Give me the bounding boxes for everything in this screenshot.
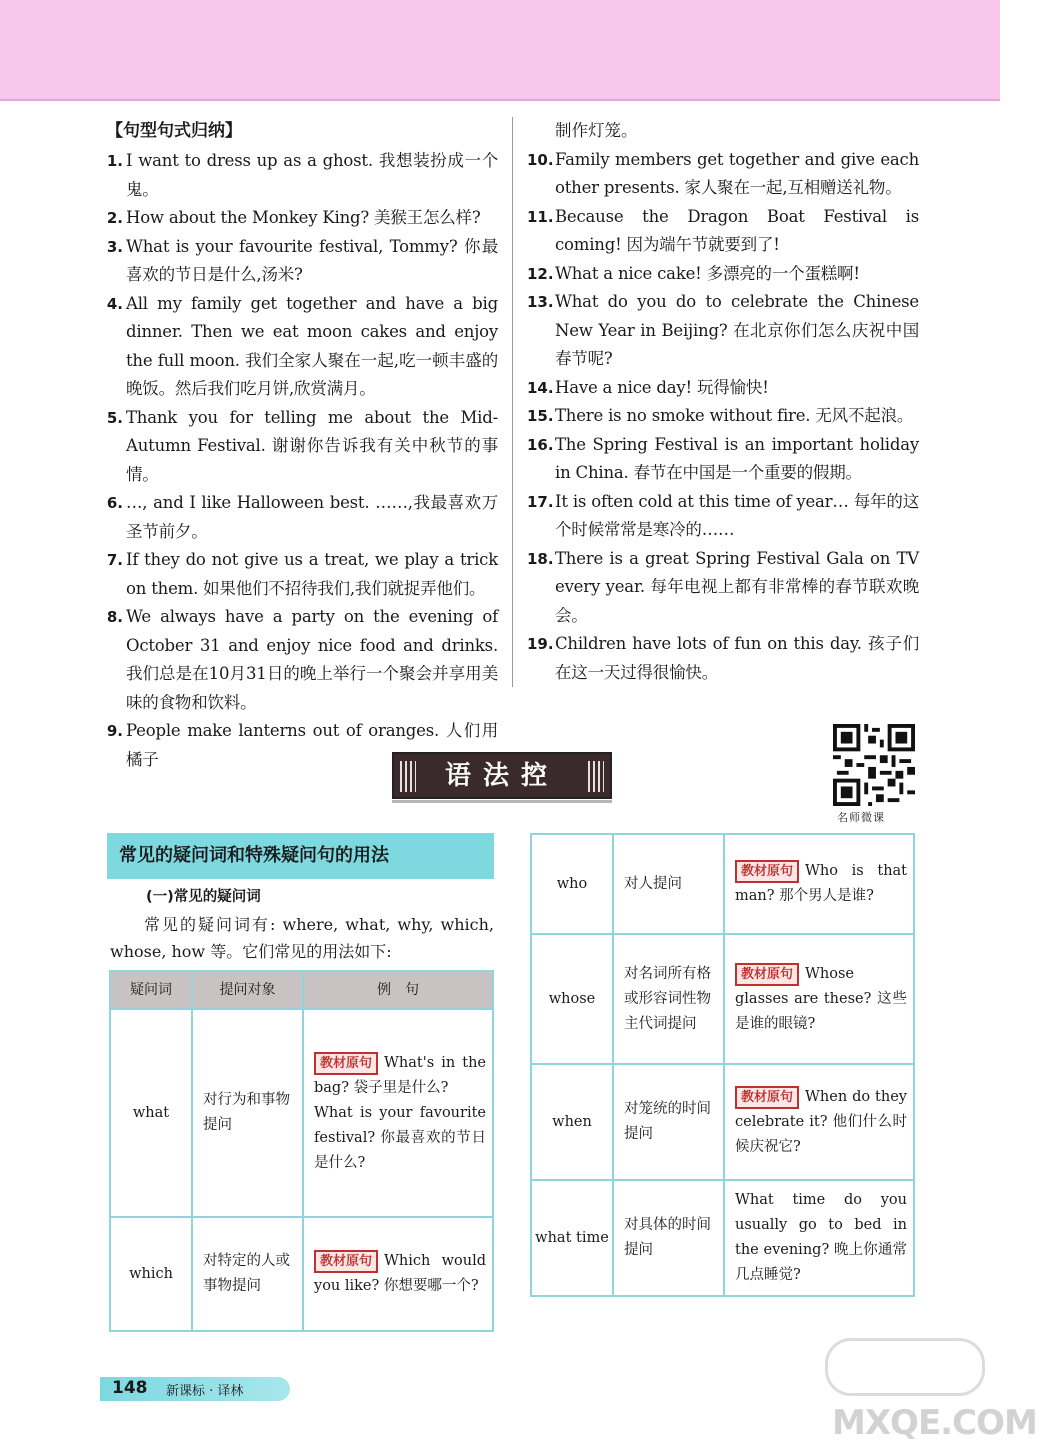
grammar-heading: 常见的疑问词和特殊疑问句的用法 <box>119 845 389 866</box>
sentence-text: What a nice cake! 多漂亮的一个蛋糕啊! <box>555 263 860 283</box>
watermark-logo <box>825 1338 985 1396</box>
sentence-text: There is no smoke without fire. 无风不起浪。 <box>555 406 914 425</box>
row-example <box>303 1217 493 1331</box>
sentence-text: Because the Dragon Boat Festival is coming! 因为端午节就要到了! <box>555 206 919 254</box>
sentence-item <box>527 488 919 545</box>
banner-stripes-right <box>588 761 604 792</box>
table-row <box>531 1180 914 1296</box>
row-object: 对具体的时间提问 <box>613 1180 724 1296</box>
sentence-item <box>106 233 498 290</box>
sentence-number: 14. <box>527 378 554 397</box>
page-number-badge <box>100 1377 290 1401</box>
sentence-text: We always have a party on the evening of October 31 and enjoy nice food and drinks. 我们总是在10月31日的晚上举行一个聚会并享用美味的食物和饮料。 <box>126 607 498 712</box>
sentence-text: Have a nice day! 玩得愉快! <box>555 377 769 397</box>
book-name: 新课标 · 译林 <box>166 1384 244 1399</box>
row-example <box>724 834 914 934</box>
grammar-heading-bar <box>107 833 494 879</box>
banner-title: 语法控 <box>444 761 559 791</box>
sentence-number: 18. <box>527 549 554 568</box>
sentence-item <box>527 630 919 687</box>
qr-label: 名师微课 <box>837 811 885 824</box>
sentence-text: I want to dress up as a ghost. 我想装扮成一个鬼。 <box>126 151 498 199</box>
sentence-number: 12. <box>527 264 554 283</box>
banner-underline <box>392 800 612 803</box>
sentence-item <box>527 288 919 374</box>
sentence-number: 5. <box>106 408 123 427</box>
textbook-tag: 教材原句 <box>735 963 799 986</box>
textbook-tag: 教材原句 <box>314 1052 378 1075</box>
sentence-item <box>106 603 498 717</box>
sentence-item <box>106 204 498 233</box>
sentence-number: 10. <box>527 150 554 169</box>
row-word: which <box>110 1217 192 1331</box>
sentence-number: 4. <box>106 294 123 313</box>
sentence-text: There is a great Spring Festival Gala on TV every year. 每年电视上都有非常棒的春节联欢晚会。 <box>555 548 919 625</box>
top-band-border <box>0 99 1000 101</box>
summary-left-column <box>106 117 498 774</box>
row-object: 对人提问 <box>613 834 724 934</box>
row-object: 对行为和事物提问 <box>192 1009 303 1217</box>
table-header-row <box>110 971 493 1009</box>
sentence-number: 8. <box>106 608 123 626</box>
sentence-item <box>527 545 919 631</box>
sentence-item <box>106 290 498 404</box>
table-row <box>531 934 914 1064</box>
example-text: What time do you usually go to bed in the evening? 晚上你通常几点睡觉? <box>735 1192 907 1283</box>
column-divider <box>512 117 513 687</box>
row-word: when <box>531 1064 613 1180</box>
top-pink-band <box>0 0 1000 100</box>
sentence-text: If they do not give us a treat, we play a trick on them. 如果他们不招待我们,我们就捉弄他们。 <box>126 550 498 598</box>
sentence-text: Family members get together and give each other presents. 家人聚在一起,互相赠送礼物。 <box>555 149 919 197</box>
sentence-item <box>527 260 919 289</box>
example-text: Whose glasses are these? 这些是谁的眼镜? <box>735 965 907 1032</box>
question-word-table-left <box>109 970 494 1332</box>
table-row <box>110 1217 493 1331</box>
textbook-tag: 教材原句 <box>735 860 799 883</box>
sentence-number: 1. <box>106 152 123 170</box>
summary-title: 【句型句式归纳】 <box>106 121 242 141</box>
sentence-text: What do you do to celebrate the Chinese New Year in Beijing? 在北京你们怎么庆祝中国春节呢? <box>555 292 919 368</box>
row-word: whose <box>531 934 613 1064</box>
example-text: What's in the bag? 袋子里是什么? <box>314 1054 486 1096</box>
sentence-item <box>527 402 919 431</box>
sentence-item <box>527 374 919 403</box>
summary-right-list <box>527 146 919 688</box>
watermark-text: MXQE.COM <box>832 1403 1037 1443</box>
summary-right-column <box>527 117 919 687</box>
row-object: 对特定的人或事物提问 <box>192 1217 303 1331</box>
sentence-text: The Spring Festival is an important holiday in China. 春节在中国是一个重要的假期。 <box>555 434 919 482</box>
row-word: who <box>531 834 613 934</box>
sentence-item <box>527 431 919 488</box>
table-row <box>110 1009 493 1217</box>
row-word: what <box>110 1009 192 1217</box>
row-word: what time <box>531 1180 613 1296</box>
sentence-number: 6. <box>106 494 123 512</box>
sentence-text: …, and I like Halloween best. ……,我最喜欢万圣节前夕。 <box>126 493 498 541</box>
sentence-item <box>527 203 919 260</box>
header-object: 提问对象 <box>192 971 303 1009</box>
sentence-text: It is often cold at this time of year… 每年的这个时候常常是寒冷的…… <box>555 491 919 539</box>
grammar-intro: 常见的疑问词有: where, what, why, which, whose, how 等。它们常见的用法如下: <box>110 915 494 961</box>
sentence-number: 15. <box>527 407 554 425</box>
sentence-number: 2. <box>106 209 123 227</box>
table-row <box>531 1064 914 1180</box>
header-example: 例 句 <box>303 971 493 1009</box>
example-text: Which would you like? 你想要哪一个? <box>314 1253 486 1294</box>
sentence-text: How about the Monkey King? 美猴王怎么样? <box>126 208 481 227</box>
textbook-tag: 教材原句 <box>314 1250 378 1273</box>
sentence-number: 9. <box>106 722 123 740</box>
example-text: Who is that man? 那个男人是谁? <box>735 863 907 904</box>
grammar-banner <box>392 752 612 799</box>
row-object: 对笼统的时间提问 <box>613 1064 724 1180</box>
sentence-number: 3. <box>106 237 123 256</box>
sentence-text: Children have lots of fun on this day. 孩子们在这一天过得很愉快。 <box>555 634 919 682</box>
sentence-number: 17. <box>527 492 554 511</box>
sentence-number: 11. <box>527 207 554 226</box>
sentence-item <box>106 489 498 546</box>
sentence-text: People make lanterns out of oranges. 人们用橘子 <box>126 721 498 769</box>
header-question-word: 疑问词 <box>110 971 192 1009</box>
sentence-item <box>527 146 919 203</box>
row-object: 对名词所有格或形容词性物主代词提问 <box>613 934 724 1064</box>
sentence-text: Thank you for telling me about the Mid-Autumn Festival. 谢谢你告诉我有关中秋节的事情。 <box>126 407 498 484</box>
row-example <box>724 1180 914 1296</box>
sentence-number: 13. <box>527 293 554 311</box>
sentence-number: 16. <box>527 435 554 454</box>
sentence-item <box>106 546 498 603</box>
question-word-table-right <box>530 833 915 1297</box>
item-9-continuation: 制作灯笼。 <box>555 121 638 140</box>
sentence-text: What is your favourite festival, Tommy? 你最喜欢的节日是什么,汤米? <box>126 236 498 284</box>
row-example <box>303 1009 493 1217</box>
summary-left-list <box>106 147 498 774</box>
row-example <box>724 1064 914 1180</box>
example-text-2: What is your favourite festival? 你最喜欢的节日是什么? <box>314 1104 486 1171</box>
sentence-item <box>106 147 498 204</box>
sentence-item <box>106 404 498 490</box>
qr-code-icon[interactable] <box>833 724 915 806</box>
row-example <box>724 934 914 1064</box>
sentence-text: All my family get together and have a big dinner. Then we eat moon cakes and enjoy the full moon. 我们全家人聚在一起,吃一顿丰盛的晚饭。然后我们吃月饼,欣赏满月。 <box>126 293 498 398</box>
page-number: 148 <box>112 1378 148 1398</box>
banner-stripes-left <box>400 761 416 792</box>
table-row <box>531 834 914 934</box>
textbook-tag: 教材原句 <box>735 1086 799 1109</box>
grammar-subheading: (一)常见的疑问词 <box>146 889 261 905</box>
sentence-number: 7. <box>106 551 123 569</box>
example-text: When do they celebrate it? 他们什么时候庆祝它? <box>735 1088 907 1155</box>
sentence-number: 19. <box>527 635 554 653</box>
